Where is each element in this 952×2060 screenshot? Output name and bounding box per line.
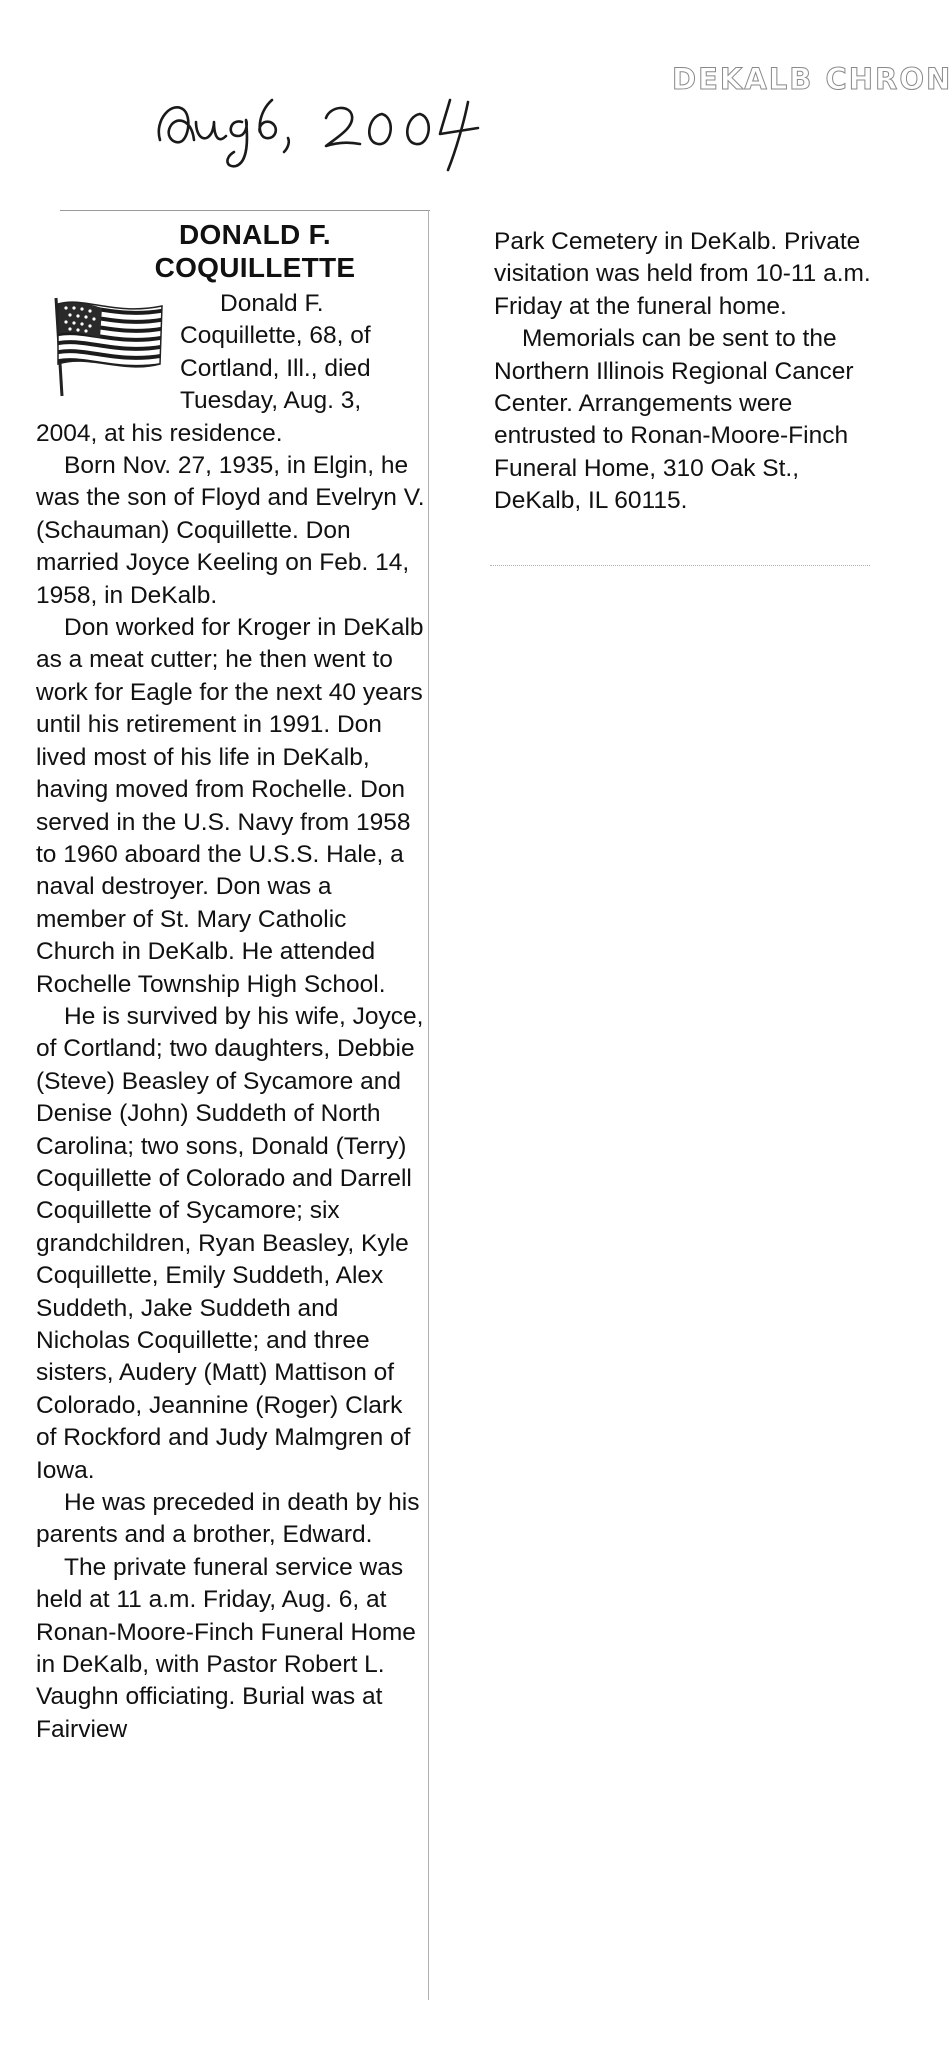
masthead: DEKALB CHRON: [672, 62, 952, 96]
column-rule-top: [60, 210, 430, 211]
headline-line-2: COQUILLETTE: [154, 252, 356, 283]
headline-line-1: DONALD F.: [178, 219, 332, 250]
obituary-lead: Donald F. Coquillette, 68, of Cortland, Ill., died Tuesday, Aug. 3, 2004, at his residence.: [36, 290, 371, 447]
obituary-paragraph: Park Cemetery in DeKalb. Private visitation was held from 10-11 a.m. Friday at the funeral home.: [494, 228, 871, 320]
obituary-body: [36, 288, 426, 1746]
obituary-paragraph: He was preceded in death by his parents and a brother, Edward.: [36, 1489, 420, 1549]
obituary-column-2: [494, 226, 874, 518]
obituary-headline: [36, 218, 426, 284]
handwritten-date: [150, 70, 550, 180]
obituary-column-1: [36, 218, 426, 2038]
obituary-paragraph: Don worked for Kroger in DeKalb as a meat cutter; he then went to work for Eagle for the next 40 years until his retirement in 1991. Don lived most of his life in DeKalb, having moved from Rochelle. Don served in the U.S. Navy from 1958 to 1960 aboard the U.S.S. Hale, a naval destroyer. Don was a member of St. Mary Catholic Church in DeKalb. He attended Rochelle Township High School.: [36, 614, 424, 998]
obituary-paragraph: The private funeral service was held at 11 a.m. Friday, Aug. 6, at Ronan-Moore-Finch Funeral Home in DeKalb, with Pastor Robert L. Vaughn officiating. Burial was at Fairview: [36, 1553, 416, 1743]
column-end-rule: [490, 565, 870, 566]
obituary-paragraph: He is survived by his wife, Joyce, of Cortland; two daughters, Debbie (Steve) Beasley of Sycamore and Denise (John) Suddeth of North Carolina; two sons, Donald (Terry) Coquillette of Colorado and Darrell Coquillette of Sycamore; six grandchildren, Ryan Beasley, Kyle Coquillette, Emily Suddeth, Alex Suddeth, Jake Suddeth and Nicholas Coquillette; and three sisters, Audery (Matt) Mattison of Colorado, Jeannine (Roger) Clark of Rockford and Judy Malmgren of Iowa.: [36, 1002, 424, 1484]
obituary-paragraph: Memorials can be sent to the Northern Illinois Regional Cancer Center. Arrangements were entrusted to Ronan-Moore-Finch Funeral Home, 310 Oak St., DeKalb, IL 60115.: [494, 325, 854, 515]
american-flag-icon: [44, 294, 170, 398]
obituary-paragraph: Born Nov. 27, 1935, in Elgin, he was the son of Floyd and Evelryn V. (Schauman) Coquillette. Don married Joyce Keeling on Feb. 14, 1958, in DeKalb.: [36, 452, 425, 609]
column-rule: [428, 210, 429, 2000]
